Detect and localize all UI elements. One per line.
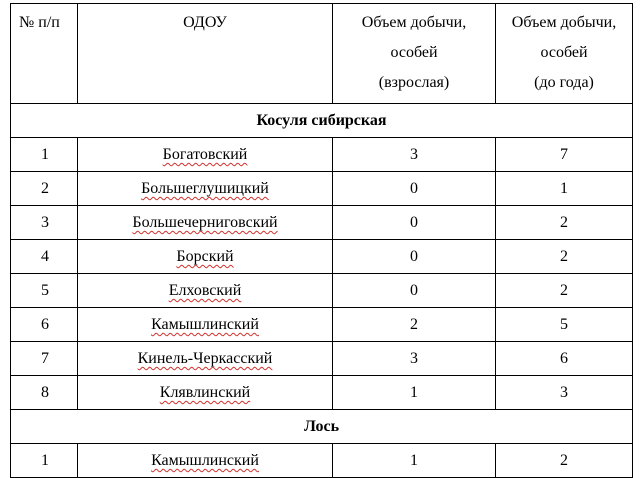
young-harvest: 5 [496, 308, 633, 342]
row-number: 6 [11, 308, 78, 342]
header-adult-line-3: (взрослая) [378, 74, 450, 91]
district-name-text: Камышлинский [151, 316, 259, 333]
district-name [78, 206, 333, 240]
header-adult [333, 4, 496, 104]
table-body [11, 4, 633, 478]
section-title: Косуля сибирская [11, 104, 633, 138]
adult-harvest: 1 [333, 376, 496, 410]
header-odou [78, 4, 333, 104]
district-name-text: Богатовский [162, 146, 248, 163]
adult-harvest: 1 [333, 444, 496, 478]
district-name [78, 342, 333, 376]
header-adult-line-2: особей [390, 44, 438, 61]
district-name-text: Елховский [168, 282, 242, 299]
row-number: 1 [11, 444, 78, 478]
adult-harvest: 2 [333, 308, 496, 342]
young-harvest: 3 [496, 376, 633, 410]
district-name-text: Камышлинский [151, 452, 259, 469]
young-harvest: 6 [496, 342, 633, 376]
row-number: 1 [11, 138, 78, 172]
district-name [78, 240, 333, 274]
table-row [11, 274, 633, 308]
table-row [11, 206, 633, 240]
district-name [78, 172, 333, 206]
district-name [78, 376, 333, 410]
young-harvest: 1 [496, 172, 633, 206]
adult-harvest: 3 [333, 342, 496, 376]
row-number: 5 [11, 274, 78, 308]
row-number: 7 [11, 342, 78, 376]
table-row [11, 240, 633, 274]
district-name-text: Борский [176, 248, 234, 265]
section-row [11, 104, 633, 138]
header-row [11, 4, 633, 104]
row-number: 4 [11, 240, 78, 274]
section-title: Лось [11, 410, 633, 444]
young-harvest: 7 [496, 138, 633, 172]
young-harvest: 2 [496, 240, 633, 274]
header-young-line-1: Объем добычи, [511, 14, 617, 31]
header-young-label [496, 4, 632, 98]
table-row [11, 138, 633, 172]
header-odou-label: ОДОУ [183, 14, 227, 31]
adult-harvest: 0 [333, 206, 496, 240]
table-row [11, 444, 633, 478]
row-number: 8 [11, 376, 78, 410]
district-name-text: Кинель-Черкасский [137, 350, 273, 367]
row-number: 2 [11, 172, 78, 206]
adult-harvest: 0 [333, 172, 496, 206]
header-num [11, 4, 78, 104]
header-young-line-2: особей [540, 44, 588, 61]
district-name [78, 444, 333, 478]
table-row [11, 172, 633, 206]
young-harvest: 2 [496, 444, 633, 478]
adult-harvest: 0 [333, 274, 496, 308]
adult-harvest: 0 [333, 240, 496, 274]
header-adult-label [333, 4, 495, 98]
table-row [11, 376, 633, 410]
young-harvest: 2 [496, 274, 633, 308]
district-name [78, 138, 333, 172]
district-name-text: Большеглушицкий [141, 180, 269, 197]
header-num-label: № п/п [19, 14, 60, 31]
harvest-table [10, 3, 633, 478]
section-row [11, 410, 633, 444]
table-row [11, 308, 633, 342]
header-young-line-3: (до года) [534, 74, 594, 91]
young-harvest: 2 [496, 206, 633, 240]
adult-harvest: 3 [333, 138, 496, 172]
header-young [496, 4, 633, 104]
district-name [78, 308, 333, 342]
district-name-text: Большечерниговский [132, 214, 278, 231]
table-row [11, 342, 633, 376]
header-adult-line-1: Объем добычи, [361, 14, 467, 31]
row-number: 3 [11, 206, 78, 240]
district-name-text: Клявлинский [159, 384, 251, 401]
district-name [78, 274, 333, 308]
